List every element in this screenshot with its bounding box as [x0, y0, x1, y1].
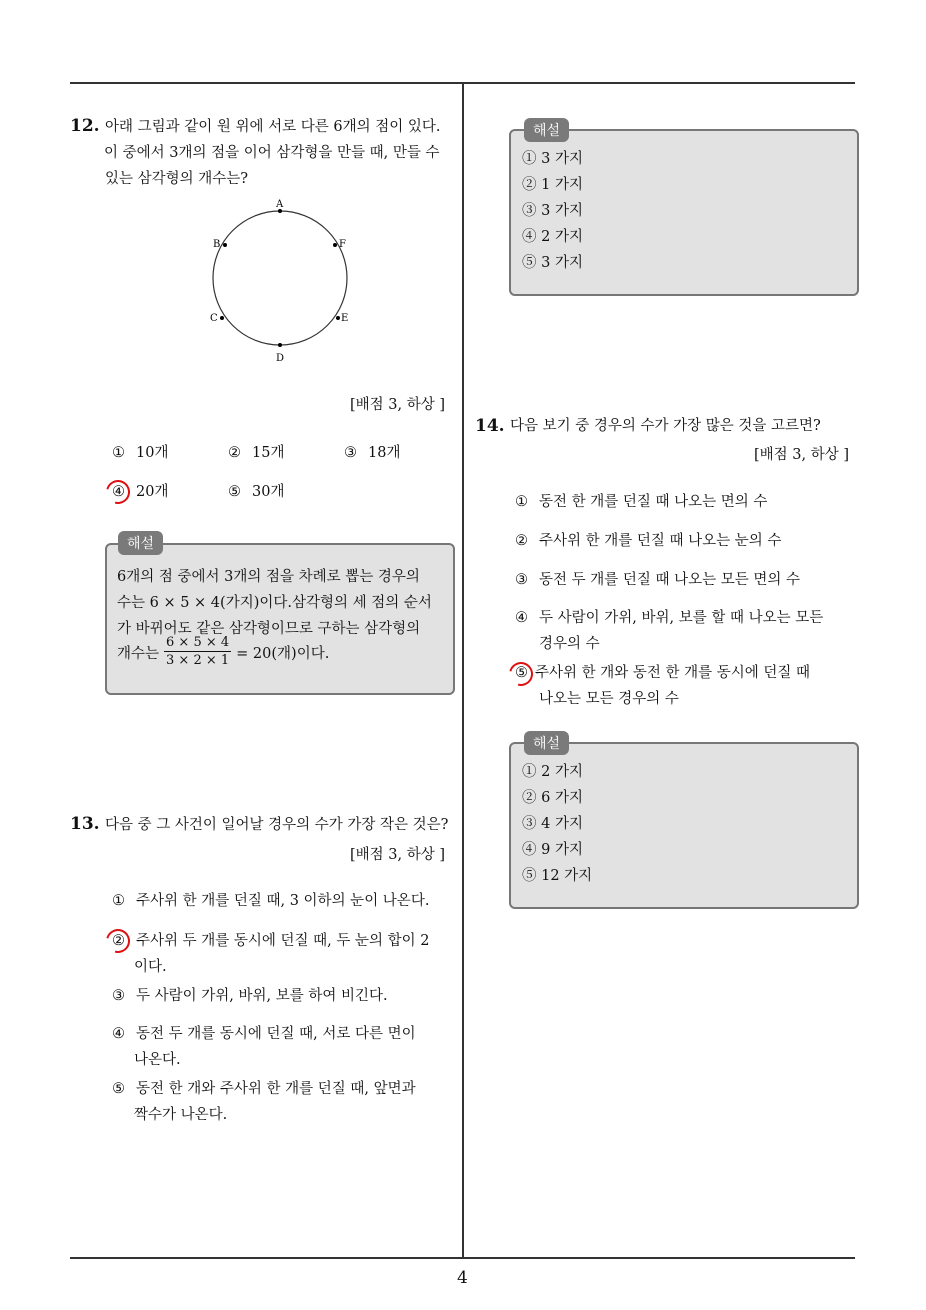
option-text: 10개: [136, 445, 169, 461]
question-13-option-5[interactable]: [112, 1076, 416, 1128]
question-13-number: 13.: [70, 814, 100, 834]
question-14-number: 14.: [475, 416, 505, 436]
option-mark: ①: [112, 445, 125, 461]
option-mark: ①: [112, 893, 125, 909]
solution-line: 6개의 점 중에서 3개의 점을 차례로 뽑는 경우의: [117, 569, 420, 585]
fraction-numerator: 6 × 5 × 4: [166, 635, 230, 650]
question-12-option-2[interactable]: [228, 440, 284, 466]
question-13-text: 다음 중 그 사건이 일어날 경우의 수가 가장 작은 것은?: [105, 817, 449, 833]
solution-suffix: = 20(개)이다.: [236, 645, 330, 662]
point-e: [336, 316, 340, 320]
option-text: 18개: [368, 445, 401, 461]
solution-line: ② 6 가지: [522, 790, 583, 806]
question-14-option-5[interactable]: [515, 660, 810, 712]
option-text: 주사위 한 개와 동전 한 개를 동시에 던질 때: [535, 665, 810, 681]
solution-tag: 해설: [524, 731, 569, 755]
question-12-text: [105, 114, 465, 192]
question-12-option-3[interactable]: [344, 440, 400, 466]
option-text-cont: 경우의 수: [539, 636, 600, 652]
question-12-line: 이 중에서 3개의 점을 이어 삼각형을 만들 때, 만들 수: [104, 145, 440, 161]
option-mark: ④: [515, 610, 528, 626]
question-13-score: [배점 3, 하상 ]: [350, 847, 446, 863]
question-14-option-2[interactable]: [515, 528, 781, 554]
option-mark: ①: [515, 494, 528, 510]
label-b: B: [213, 239, 221, 250]
option-text: 두 사람이 가위, 바위, 보를 할 때 나오는 모든: [539, 610, 824, 626]
question-14-option-3[interactable]: [515, 567, 800, 593]
solution-line: ② 1 가지: [522, 177, 583, 193]
option-mark: ④: [112, 1026, 125, 1042]
solution-line: 수는 6 × 5 × 4(가지)이다.삼각형의 세 점의 순서: [117, 595, 432, 611]
option-mark: ③: [344, 445, 357, 461]
option-text: 20개: [136, 484, 169, 500]
question-12-score: [배점 3, 하상 ]: [350, 397, 446, 413]
solution-line: ③ 3 가지: [522, 203, 583, 219]
circle-outline: [213, 211, 347, 345]
question-14-option-4[interactable]: [515, 605, 823, 657]
option-text-cont: 나오는 모든 경우의 수: [539, 691, 679, 707]
option-text-cont: 짝수가 나온다.: [134, 1107, 228, 1123]
label-c: C: [210, 313, 218, 324]
point-b: [223, 243, 227, 247]
solution-tag: 해설: [524, 118, 569, 142]
question-13-option-3[interactable]: [112, 983, 388, 1009]
option-mark: ②: [112, 933, 125, 949]
solution-line: ④ 9 가지: [522, 842, 583, 858]
option-mark: ⑤: [228, 484, 241, 500]
question-13-option-1[interactable]: [112, 888, 429, 914]
solution-fraction-line: [117, 634, 329, 670]
question-14-score: [배점 3, 하상 ]: [754, 447, 850, 463]
option-mark: ③: [112, 988, 125, 1004]
solution-line: ① 3 가지: [522, 151, 583, 167]
question-12-option-1[interactable]: [112, 440, 168, 466]
label-e: E: [341, 313, 349, 324]
option-mark: ②: [515, 533, 528, 549]
question-14-option-1[interactable]: [515, 489, 767, 515]
fraction: [164, 634, 231, 670]
option-mark: ②: [228, 445, 241, 461]
solution-line: 가 바뀌어도 같은 삼각형이므로 구하는 삼각형의: [117, 621, 421, 637]
option-text: 동전 한 개를 던질 때 나오는 면의 수: [539, 494, 768, 510]
question-13-option-4[interactable]: [112, 1021, 416, 1073]
label-f: F: [339, 239, 346, 250]
solution-line: ⑤ 3 가지: [522, 255, 583, 271]
solution-line: ③ 4 가지: [522, 816, 583, 832]
option-text: 15개: [252, 445, 285, 461]
option-mark: ③: [515, 572, 528, 588]
question-12-line: 아래 그림과 같이 원 위에 서로 다른 6개의 점이 있다.: [105, 119, 441, 135]
option-text-cont: 이다.: [134, 959, 167, 975]
point-d: [278, 343, 282, 347]
option-mark: ⑤: [515, 665, 528, 681]
option-text: 동전 한 개와 주사위 한 개를 던질 때, 앞면과: [136, 1081, 416, 1097]
fraction-denominator: 3 × 2 × 1: [166, 653, 230, 668]
option-text: 동전 두 개를 던질 때 나오는 모든 면의 수: [539, 572, 800, 588]
label-a: A: [276, 199, 284, 210]
question-12-number: 12.: [70, 116, 100, 136]
solution-tag: 해설: [118, 531, 163, 555]
solution-line: ④ 2 가지: [522, 229, 583, 245]
question-14-text: 다음 보기 중 경우의 수가 가장 많은 것을 고르면?: [510, 418, 821, 434]
option-text: 주사위 두 개를 동시에 던질 때, 두 눈의 합이 2: [136, 933, 430, 949]
point-f: [333, 243, 337, 247]
question-12-option-5[interactable]: [228, 479, 284, 505]
label-d: D: [276, 353, 285, 364]
solution-line: ① 2 가지: [522, 764, 583, 780]
question-13-option-2[interactable]: [112, 928, 429, 980]
option-mark: ⑤: [112, 1081, 125, 1097]
option-text: 동전 두 개를 동시에 던질 때, 서로 다른 면이: [136, 1026, 416, 1042]
question-12-line: 있는 삼각형의 개수는?: [105, 171, 249, 187]
bottom-rule: [70, 1257, 855, 1259]
option-text: 주사위 한 개를 던질 때 나오는 눈의 수: [539, 533, 782, 549]
option-mark: ④: [112, 484, 125, 500]
point-c: [220, 316, 224, 320]
option-text: 두 사람이 가위, 바위, 보를 하여 비긴다.: [136, 988, 388, 1004]
solution-prefix: 개수는: [117, 645, 160, 662]
solution-line: ⑤ 12 가지: [522, 868, 593, 884]
column-divider: [462, 83, 464, 1258]
page-number: 4: [457, 1268, 468, 1288]
option-text: 30개: [252, 484, 285, 500]
option-text: 주사위 한 개를 던질 때, 3 이하의 눈이 나온다.: [136, 893, 430, 909]
option-text-cont: 나온다.: [134, 1052, 181, 1068]
circle-diagram: [200, 198, 360, 368]
